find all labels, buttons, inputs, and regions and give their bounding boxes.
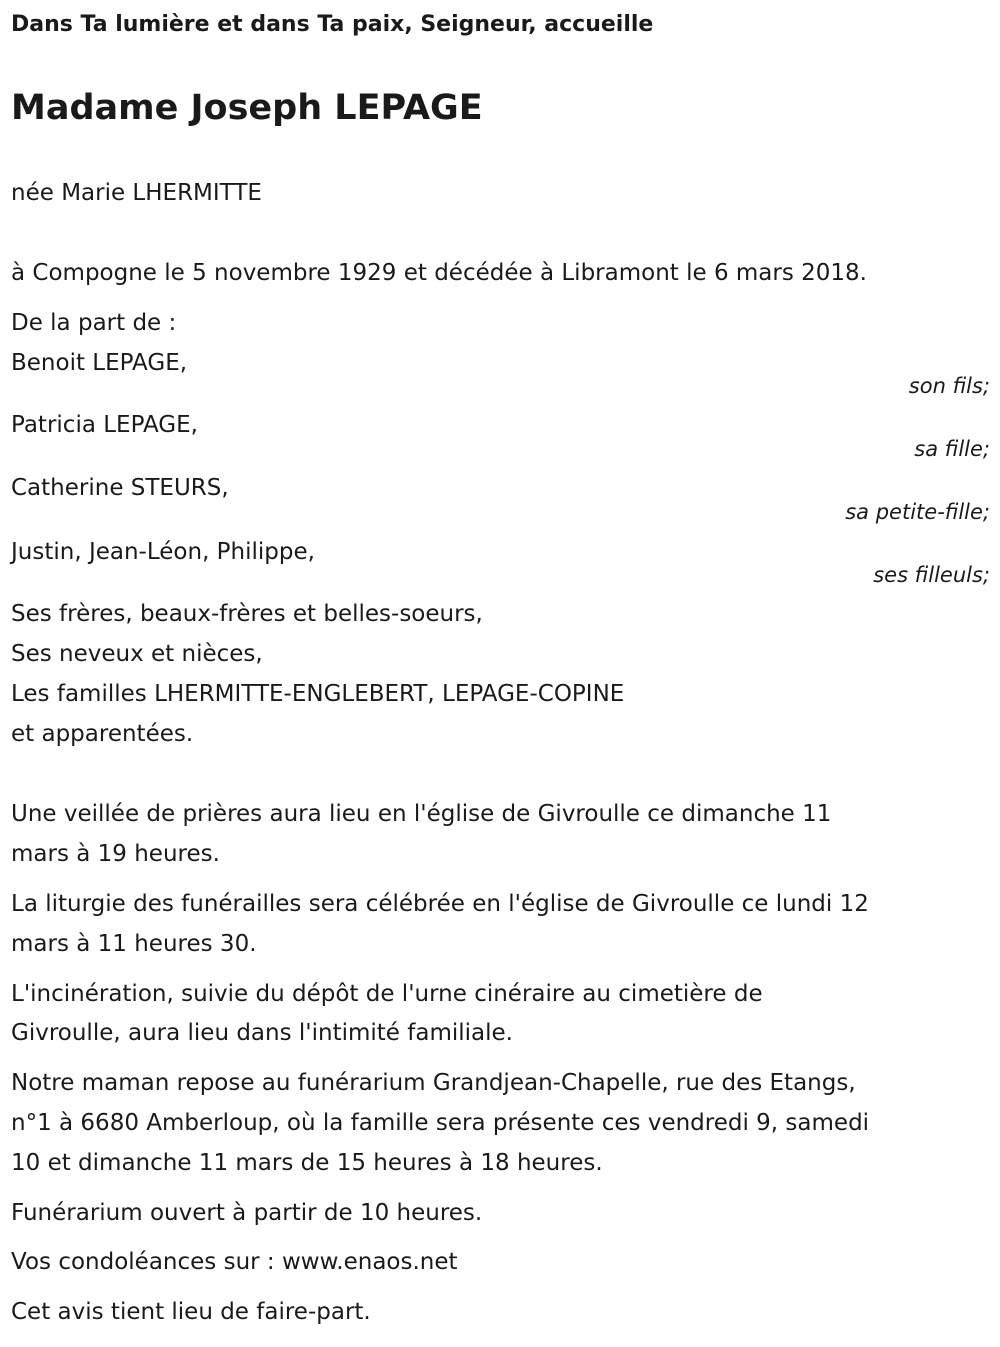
deceased-name: Madame Joseph LEPAGE <box>11 88 483 128</box>
opening-hours: Funérarium ouvert à partir de 10 heures. <box>11 1200 483 1226</box>
notice-line: Cet avis tient lieu de faire-part. <box>11 1299 371 1325</box>
birth-death-line: à Compogne le 5 novembre 1929 et décédée à Libramont le 6 mars 2018. <box>11 260 867 286</box>
condolences-line: Vos condoléances sur : www.enaos.net <box>11 1249 458 1275</box>
cremation-line: Givroulle, aura lieu dans l'intimité familiale. <box>11 1020 513 1046</box>
family-member-name: Patricia LEPAGE, <box>11 412 198 438</box>
from-label: De la part de : <box>11 310 177 336</box>
extended-family-line: Ses neveux et nièces, <box>11 641 263 667</box>
family-member-relation: sa fille; <box>914 437 990 461</box>
family-member-relation: ses filleuls; <box>873 563 990 587</box>
intro-line: Dans Ta lumière et dans Ta paix, Seigneur, accueille <box>11 12 654 37</box>
family-member-relation: son fils; <box>908 374 990 398</box>
cremation-line: L'incinération, suivie du dépôt de l'urne cinéraire au cimetière de <box>11 981 763 1007</box>
extended-family-line: Ses frères, beaux-frères et belles-soeurs, <box>11 601 483 627</box>
funerarium-line: n°1 à 6680 Amberloup, où la famille sera présente ces vendredi 9, samedi <box>11 1110 870 1136</box>
maiden-name: née Marie LHERMITTE <box>11 180 262 206</box>
family-member-name: Justin, Jean-Léon, Philippe, <box>11 539 315 565</box>
liturgy-line: La liturgie des funérailles sera célébrée en l'église de Givroulle ce lundi 12 <box>11 891 869 917</box>
vigil-line: mars à 19 heures. <box>11 841 220 867</box>
funerarium-line: 10 et dimanche 11 mars de 15 heures à 18 heures. <box>11 1150 603 1176</box>
liturgy-line: mars à 11 heures 30. <box>11 931 257 957</box>
extended-family-line: et apparentées. <box>11 721 194 747</box>
family-member-relation: sa petite-fille; <box>845 500 990 524</box>
funerarium-line: Notre maman repose au funérarium Grandjean-Chapelle, rue des Etangs, <box>11 1070 856 1096</box>
family-member-name: Benoit LEPAGE, <box>11 350 188 376</box>
extended-family-line: Les familles LHERMITTE-ENGLEBERT, LEPAGE-COPINE <box>11 681 625 707</box>
vigil-line: Une veillée de prières aura lieu en l'église de Givroulle ce dimanche 11 <box>11 801 832 827</box>
family-member-name: Catherine STEURS, <box>11 475 229 501</box>
